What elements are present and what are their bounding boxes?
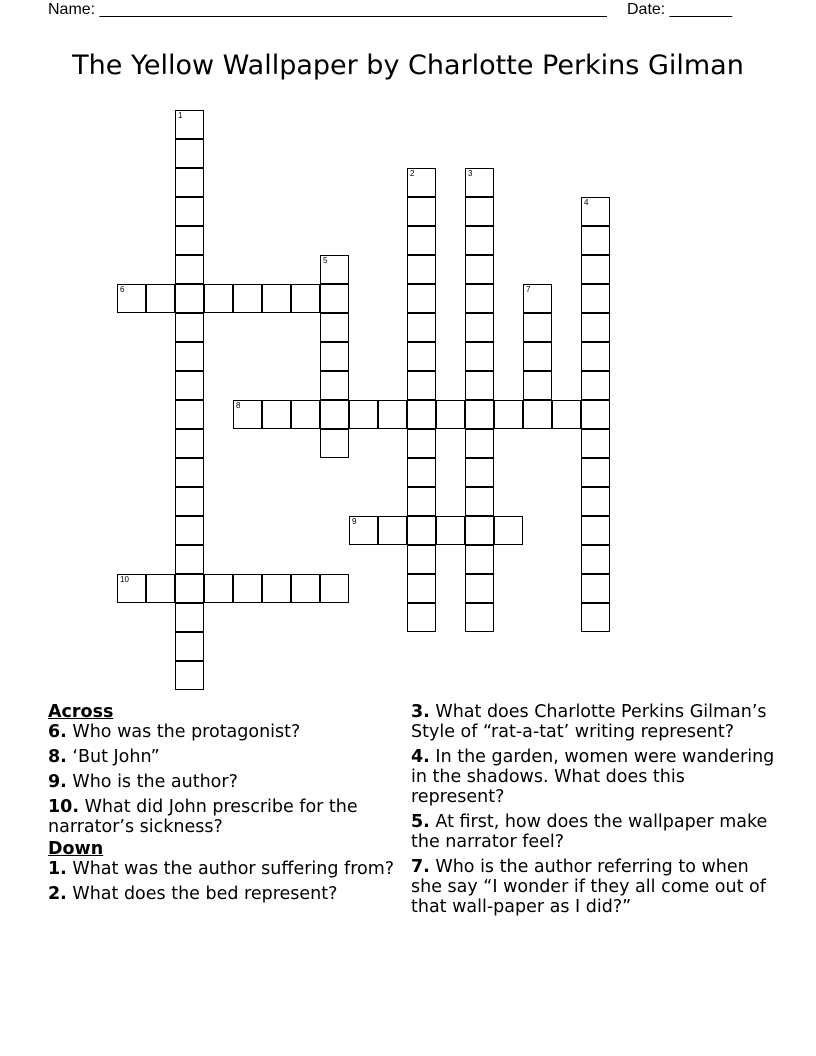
crossword-cell[interactable] bbox=[233, 400, 262, 429]
clue-across-6 bbox=[48, 722, 396, 742]
crossword-cell[interactable] bbox=[494, 516, 523, 545]
crossword-cell[interactable] bbox=[581, 313, 610, 342]
crossword-cell[interactable] bbox=[407, 255, 436, 284]
clue-down-5 bbox=[411, 812, 781, 852]
crossword-cell[interactable] bbox=[175, 226, 204, 255]
crossword-cell[interactable] bbox=[494, 400, 523, 429]
crossword-cell[interactable] bbox=[175, 197, 204, 226]
clue-number: 8. bbox=[48, 747, 67, 767]
cell-number: 7 bbox=[526, 285, 531, 294]
crossword-cell[interactable] bbox=[320, 284, 349, 313]
crossword-cell[interactable] bbox=[175, 342, 204, 371]
crossword-cell[interactable] bbox=[407, 603, 436, 632]
clue-text: Who is the author referring to when she say “I wonder if they all come out of that wall-paper as I did?” bbox=[411, 857, 766, 917]
clue-text: Who was the protagonist? bbox=[72, 722, 301, 742]
crossword-cell[interactable] bbox=[407, 458, 436, 487]
date-field-label: Date: _______ bbox=[627, 1, 732, 18]
clue-number: 6. bbox=[48, 722, 67, 742]
crossword-cell[interactable] bbox=[175, 661, 204, 690]
crossword-cell[interactable] bbox=[465, 516, 494, 545]
clue-text: What did John prescribe for the narrator’s sickness? bbox=[48, 797, 358, 837]
cell-number: 6 bbox=[120, 285, 125, 294]
cell-number: 10 bbox=[120, 575, 129, 584]
crossword-cell[interactable] bbox=[175, 168, 204, 197]
clues-column-right bbox=[411, 702, 781, 922]
crossword-cell[interactable] bbox=[407, 429, 436, 458]
crossword-cell[interactable] bbox=[204, 284, 233, 313]
crossword-cell[interactable] bbox=[146, 284, 175, 313]
crossword-cell[interactable] bbox=[581, 574, 610, 603]
clues-column-left bbox=[48, 702, 396, 909]
crossword-cell[interactable] bbox=[407, 226, 436, 255]
crossword-cell[interactable] bbox=[175, 487, 204, 516]
crossword-cell[interactable] bbox=[175, 632, 204, 661]
crossword-cell[interactable] bbox=[465, 574, 494, 603]
crossword-cell[interactable] bbox=[465, 458, 494, 487]
crossword-cell[interactable] bbox=[436, 516, 465, 545]
crossword-cell[interactable] bbox=[291, 400, 320, 429]
down-heading: Down bbox=[48, 839, 104, 859]
clue-number: 10. bbox=[48, 797, 80, 817]
clue-down-2 bbox=[48, 884, 396, 904]
crossword-cell[interactable] bbox=[581, 226, 610, 255]
crossword-cell[interactable] bbox=[465, 168, 494, 197]
crossword-cell[interactable] bbox=[581, 487, 610, 516]
cell-number: 5 bbox=[323, 256, 328, 265]
crossword-cell[interactable] bbox=[407, 313, 436, 342]
crossword-cell[interactable] bbox=[175, 458, 204, 487]
crossword-cell[interactable] bbox=[320, 371, 349, 400]
crossword-cell[interactable] bbox=[320, 400, 349, 429]
crossword-cell[interactable] bbox=[465, 545, 494, 574]
crossword-cell[interactable] bbox=[204, 574, 233, 603]
clue-number: 5. bbox=[411, 812, 430, 832]
clue-text: What was the author suffering from? bbox=[72, 859, 395, 879]
clue-down-3 bbox=[411, 702, 781, 742]
crossword-cell[interactable] bbox=[146, 574, 175, 603]
clue-across-8 bbox=[48, 747, 396, 767]
crossword-cell[interactable] bbox=[581, 603, 610, 632]
crossword-cell[interactable] bbox=[581, 371, 610, 400]
crossword-cell[interactable] bbox=[175, 313, 204, 342]
crossword-cell[interactable] bbox=[175, 110, 204, 139]
clue-number: 2. bbox=[48, 884, 67, 904]
clue-across-9 bbox=[48, 772, 396, 792]
crossword-cell[interactable] bbox=[407, 487, 436, 516]
crossword-cell[interactable] bbox=[175, 139, 204, 168]
crossword-cell[interactable] bbox=[117, 284, 146, 313]
crossword-cell[interactable] bbox=[320, 342, 349, 371]
crossword-cell[interactable] bbox=[320, 429, 349, 458]
crossword-cell[interactable] bbox=[407, 284, 436, 313]
crossword-cell[interactable] bbox=[291, 284, 320, 313]
crossword-cell[interactable] bbox=[581, 197, 610, 226]
crossword-cell[interactable] bbox=[175, 255, 204, 284]
crossword-cell[interactable] bbox=[465, 284, 494, 313]
crossword-cell[interactable] bbox=[175, 284, 204, 313]
crossword-cell[interactable] bbox=[581, 342, 610, 371]
crossword-cell[interactable] bbox=[175, 400, 204, 429]
crossword-cell[interactable] bbox=[407, 342, 436, 371]
crossword-cell[interactable] bbox=[523, 400, 552, 429]
crossword-cell[interactable] bbox=[320, 255, 349, 284]
crossword-cell[interactable] bbox=[465, 197, 494, 226]
crossword-cell[interactable] bbox=[523, 313, 552, 342]
crossword-cell[interactable] bbox=[349, 516, 378, 545]
crossword-cell[interactable] bbox=[465, 429, 494, 458]
crossword-cell[interactable] bbox=[407, 371, 436, 400]
crossword-cell[interactable] bbox=[407, 516, 436, 545]
crossword-cell[interactable] bbox=[175, 574, 204, 603]
clue-text: Who is the author? bbox=[72, 772, 238, 792]
clue-text: What does the bed represent? bbox=[72, 884, 338, 904]
crossword-cell[interactable] bbox=[175, 516, 204, 545]
cell-number: 3 bbox=[468, 169, 473, 178]
crossword-cell[interactable] bbox=[465, 487, 494, 516]
crossword-cell[interactable] bbox=[233, 574, 262, 603]
cell-number: 4 bbox=[584, 198, 589, 207]
cell-number: 9 bbox=[352, 517, 357, 526]
crossword-cell[interactable] bbox=[581, 284, 610, 313]
crossword-cell[interactable] bbox=[581, 255, 610, 284]
clue-across-10 bbox=[48, 797, 396, 837]
crossword-cell[interactable] bbox=[175, 545, 204, 574]
crossword-cell[interactable] bbox=[407, 168, 436, 197]
clue-number: 1. bbox=[48, 859, 67, 879]
cell-number: 1 bbox=[178, 111, 183, 120]
name-field-label: Name: _________________________________________________________ bbox=[48, 1, 607, 18]
clue-down-4 bbox=[411, 747, 781, 807]
clue-text: At first, how does the wallpaper make the narrator feel? bbox=[411, 812, 768, 852]
crossword-cell[interactable] bbox=[465, 313, 494, 342]
crossword-cell[interactable] bbox=[465, 342, 494, 371]
cell-number: 2 bbox=[410, 169, 415, 178]
clue-number: 4. bbox=[411, 747, 430, 767]
crossword-cell[interactable] bbox=[581, 458, 610, 487]
crossword-cell[interactable] bbox=[175, 429, 204, 458]
crossword-cell[interactable] bbox=[581, 429, 610, 458]
clue-number: 9. bbox=[48, 772, 67, 792]
crossword-cell[interactable] bbox=[320, 313, 349, 342]
crossword-cell[interactable] bbox=[465, 371, 494, 400]
crossword-cell[interactable] bbox=[552, 400, 581, 429]
clue-down-1 bbox=[48, 859, 396, 879]
cell-number: 8 bbox=[236, 401, 241, 410]
crossword-cell[interactable] bbox=[262, 284, 291, 313]
crossword-cell[interactable] bbox=[523, 371, 552, 400]
crossword-cell[interactable] bbox=[465, 226, 494, 255]
crossword-cell[interactable] bbox=[378, 516, 407, 545]
crossword-cell[interactable] bbox=[581, 545, 610, 574]
across-heading: Across bbox=[48, 702, 114, 722]
clue-text: What does Charlotte Perkins Gilman’s Style of “rat-a-tat’ writing represent? bbox=[411, 702, 767, 742]
crossword-cell[interactable] bbox=[581, 516, 610, 545]
crossword-cell[interactable] bbox=[320, 574, 349, 603]
crossword-cell[interactable] bbox=[175, 371, 204, 400]
clue-text: ‘But John” bbox=[72, 747, 160, 767]
crossword-cell[interactable] bbox=[262, 574, 291, 603]
crossword-cell[interactable] bbox=[407, 574, 436, 603]
crossword-cell[interactable] bbox=[117, 574, 146, 603]
crossword-cell[interactable] bbox=[262, 400, 291, 429]
crossword-cell[interactable] bbox=[465, 603, 494, 632]
crossword-cell[interactable] bbox=[175, 603, 204, 632]
crossword-cell[interactable] bbox=[523, 342, 552, 371]
crossword-cell[interactable] bbox=[349, 400, 378, 429]
crossword-cell[interactable] bbox=[581, 400, 610, 429]
clue-number: 3. bbox=[411, 702, 430, 722]
clue-text: In the garden, women were wandering in the shadows. What does this represent? bbox=[411, 747, 775, 807]
crossword-cell[interactable] bbox=[291, 574, 320, 603]
crossword-cell[interactable] bbox=[233, 284, 262, 313]
crossword-cell[interactable] bbox=[465, 400, 494, 429]
crossword-cell[interactable] bbox=[407, 545, 436, 574]
clue-number: 7. bbox=[411, 857, 430, 877]
crossword-cell[interactable] bbox=[407, 400, 436, 429]
crossword-cell[interactable] bbox=[436, 400, 465, 429]
crossword-cell[interactable] bbox=[407, 197, 436, 226]
crossword-cell[interactable] bbox=[465, 255, 494, 284]
page-title: The Yellow Wallpaper by Charlotte Perkins Gilman bbox=[72, 50, 744, 81]
crossword-cell[interactable] bbox=[523, 284, 552, 313]
clue-down-7 bbox=[411, 857, 781, 917]
crossword-cell[interactable] bbox=[378, 400, 407, 429]
